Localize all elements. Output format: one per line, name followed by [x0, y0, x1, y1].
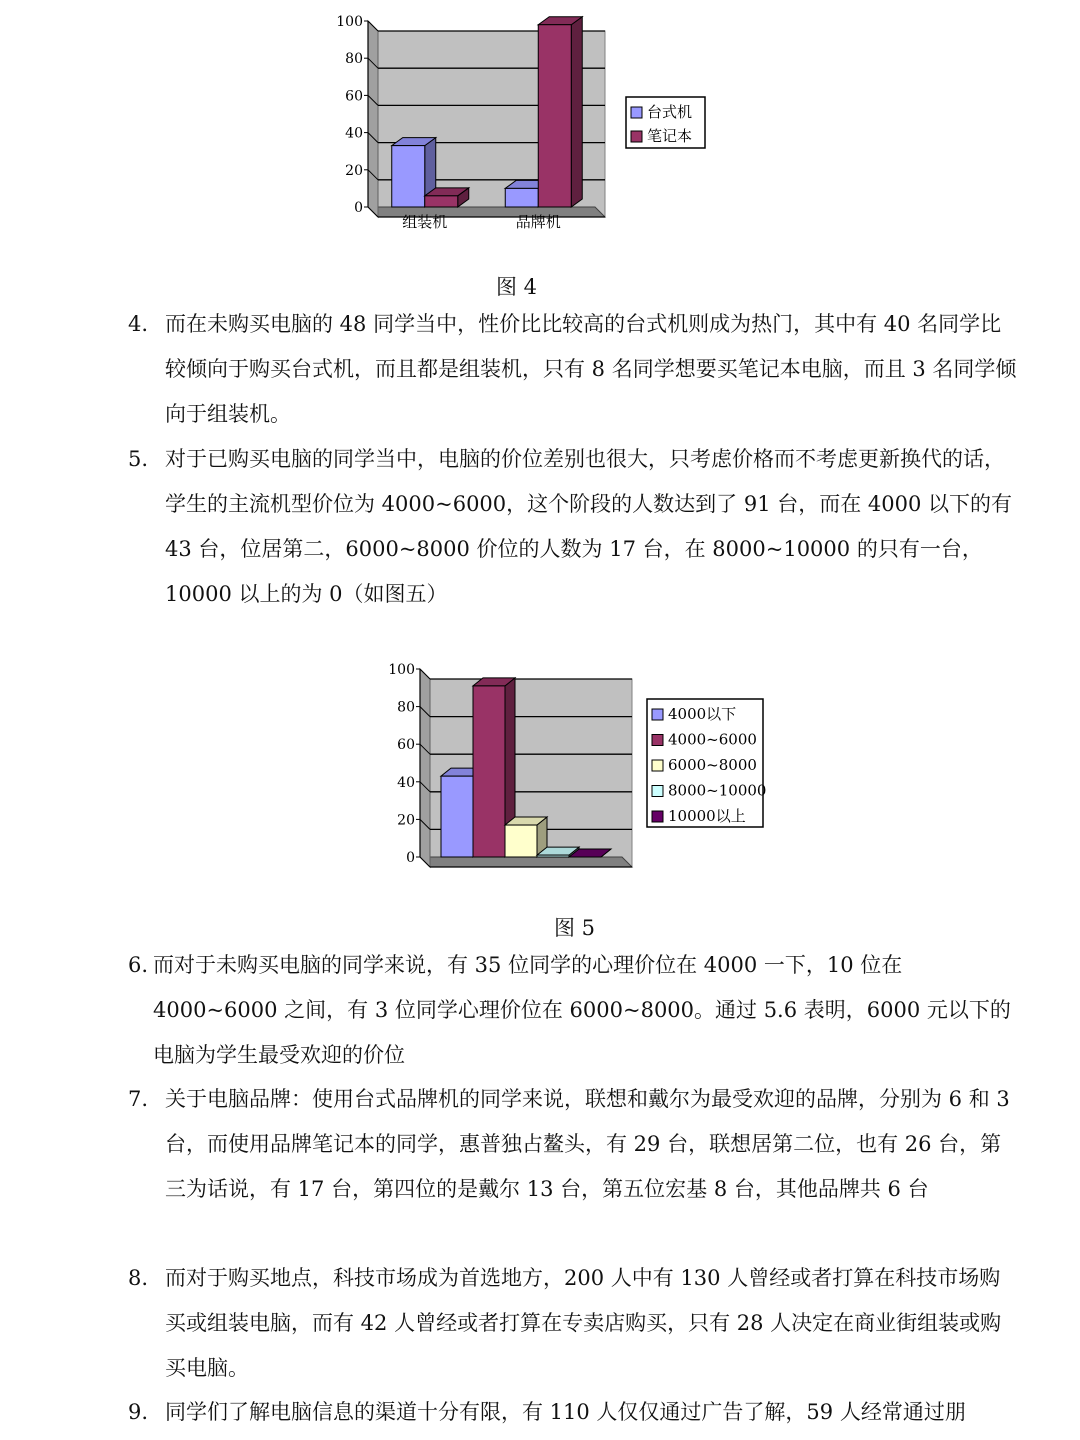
y-tick-label: 20	[345, 162, 363, 179]
legend-label: 4000以下	[668, 705, 737, 723]
y-tick-label: 40	[397, 774, 415, 791]
legend-swatch	[652, 760, 663, 771]
y-tick-label: 40	[345, 125, 363, 142]
legend-swatch	[631, 131, 642, 142]
legend-label: 6000~8000	[668, 756, 757, 774]
figure-4-caption: 图 4	[496, 275, 538, 299]
figure-4-chart	[0, 0, 1080, 240]
figure-5-chart	[0, 650, 1080, 870]
figure-5-caption: 图 5	[554, 916, 596, 940]
paragraph-7-text: 关于电脑品牌：使用台式品牌机的同学来说，联想和戴尔为最受欢迎的品牌，分别为 6 和 3 台，而使用品牌笔记本的同学，惠普独占鳌头，有 29 台，联想居第二位，也有 26 台，第三为话说，有 17 台，第四位的是戴尔 13 台，第五位宏基 8 台，其他品牌共 6 台	[165, 1087, 1010, 1201]
x-category-label: 品牌机	[515, 213, 561, 231]
chart-side-wall	[368, 21, 378, 217]
paragraph-4-number: 4.	[128, 312, 149, 336]
y-tick-label: 0	[354, 200, 363, 216]
y-tick-label: 100	[336, 14, 363, 30]
paragraph-7-number: 7.	[128, 1087, 149, 1111]
paragraph-9-number: 9.	[128, 1400, 149, 1424]
chart-side-wall	[420, 669, 430, 867]
paragraph-5-text: 对于已购买电脑的同学当中，电脑的价位差别也很大，只考虑价格而不考虑更新换代的话，学生的主流机型价位为 4000~6000，这个阶段的人数达到了 91 台，而在 4000 以下的有 43 台，位居第二，6000~8000 价位的人数为 17 台，在 8000~10000 的只有一台，10000 以上的为 0（如图五）	[165, 447, 1013, 606]
paragraph-8-text: 而对于购买地点，科技市场成为首选地方，200 人中有 130 人曾经或者打算在科技市场购买或组装电脑，而有 42 人曾经或者打算在专卖店购买，只有 28 人决定在商业街组装或购买电脑。	[165, 1266, 1002, 1380]
chart-floor	[420, 857, 632, 867]
y-tick-label: 100	[388, 662, 415, 678]
y-tick-label: 60	[345, 88, 363, 105]
paragraph-8-number: 8.	[128, 1266, 149, 1290]
legend-label: 笔记本	[647, 127, 693, 145]
y-tick-label: 80	[397, 699, 415, 716]
y-tick-label: 80	[345, 51, 363, 68]
bar-笔记本-品牌机	[538, 17, 582, 207]
paragraph-7	[128, 1077, 1018, 1212]
chart-legend	[647, 699, 766, 827]
y-tick-label: 0	[406, 850, 415, 866]
y-tick-label: 20	[397, 812, 415, 829]
bar-笔记本-组装机	[425, 188, 469, 207]
bar-6000~8000	[505, 817, 547, 857]
x-category-label: 组装机	[402, 213, 448, 231]
paragraph-5-number: 5.	[128, 447, 149, 471]
legend-label: 台式机	[647, 103, 693, 121]
paragraph-6-text: 而对于未购买电脑的同学来说，有 35 位同学的心理价位在 4000 一下，10 位在 4000~6000 之间，有 3 位同学心理价位在 6000~8000。通过 5.6 表明，6000 元以下的电脑为学生最受欢迎的价位	[153, 953, 1011, 1067]
paragraph-5	[128, 437, 1018, 617]
legend-swatch	[652, 786, 663, 797]
legend-label: 10000以上	[668, 807, 746, 825]
legend-swatch	[652, 709, 663, 720]
y-tick-label: 60	[397, 737, 415, 754]
legend-label: 8000~10000	[668, 781, 767, 800]
paragraph-9-text: 同学们了解电脑信息的渠道十分有限，有 110 人仅仅通过广告了解，59 人经常通过朋	[165, 1400, 966, 1424]
paragraph-8	[128, 1256, 1018, 1391]
legend-swatch	[631, 107, 642, 118]
paragraph-6-number: 6.	[128, 953, 149, 977]
paragraph-9	[128, 1390, 1018, 1435]
legend-swatch	[652, 735, 663, 746]
chart-legend	[626, 97, 705, 148]
legend-label: 4000~6000	[668, 730, 757, 749]
legend-swatch	[652, 811, 663, 822]
paragraph-6	[128, 943, 1018, 1078]
paragraph-4-text: 而在未购买电脑的 48 同学当中，性价比比较高的台式机则成为热门，其中有 40 名同学比较倾向于购买台式机，而且都是组装机，只有 8 名同学想要买笔记本电脑，而且 3 名同学倾向于组装机。	[165, 312, 1017, 426]
paragraph-4	[128, 302, 1018, 437]
